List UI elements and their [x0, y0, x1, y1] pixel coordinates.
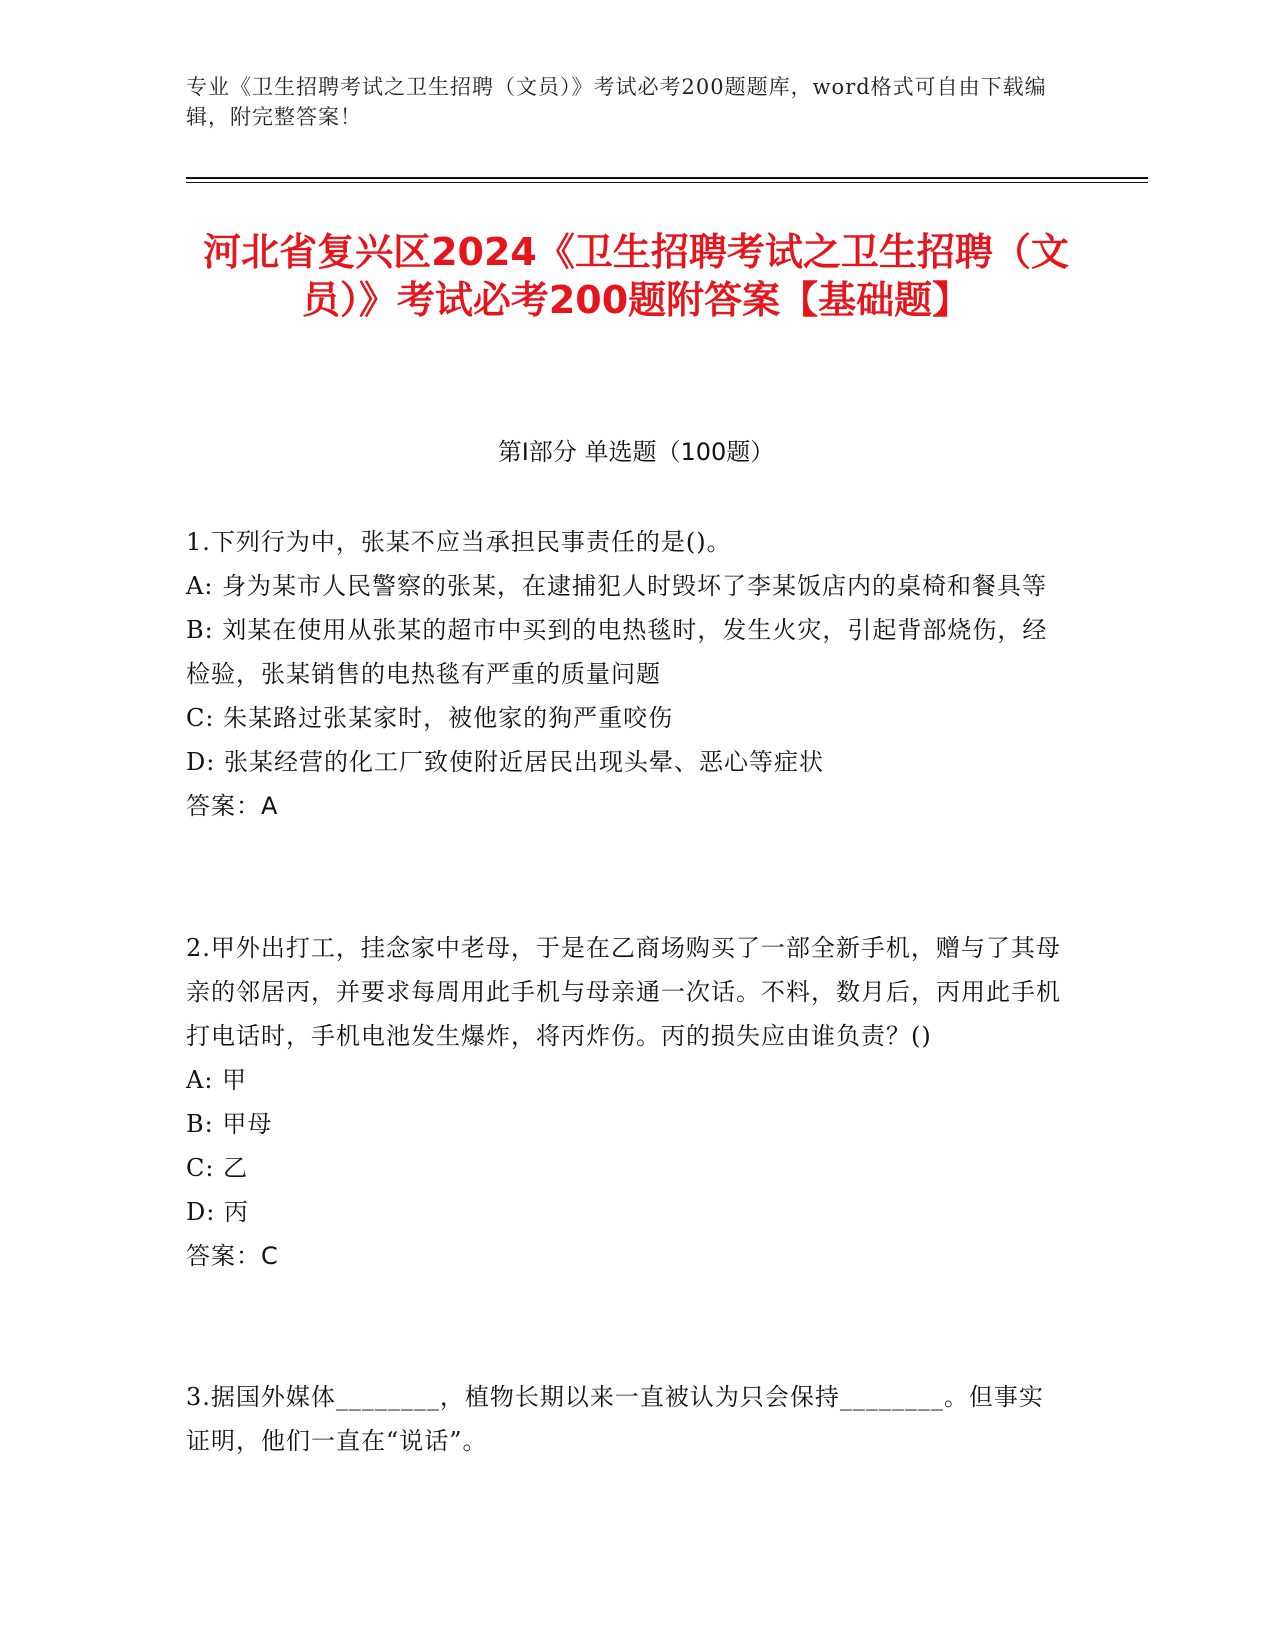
question-stem: 3.据国外媒体________，植物长期以来一直被认为只会保持________。但事实证明，他们一直在“说话”。 [186, 1383, 1044, 1455]
question-2 [186, 926, 1066, 1278]
option-b: B: 刘某在使用从张某的超市中买到的电热毯时，发生火灾，引起背部烧伤，经检验，张某销售的电热毯有严重的质量问题 [186, 616, 1048, 688]
document-title: 河北省复兴区2024《卫生招聘考试之卫生招聘（文员）》考试必考200题附答案【基础题】 [203, 230, 1069, 322]
question-1 [186, 520, 1066, 828]
option-a: A: 甲 [186, 1066, 248, 1094]
option-c: C: 乙 [186, 1154, 249, 1182]
header-divider-thin [186, 182, 1148, 183]
question-stem: 1.下列行为中，张某不应当承担民事责任的是()。 [186, 528, 732, 556]
option-a: A: 身为某市人民警察的张某，在逮捕犯人时毁坏了李某饭店内的桌椅和餐具等 [186, 572, 1048, 600]
header-divider-thick [186, 177, 1148, 179]
option-d: D: 张某经营的化工厂致使附近居民出现头晕、恶心等症状 [186, 748, 824, 776]
section-title: 第Ⅰ部分 单选题（100题） [497, 438, 775, 466]
question-stem: 2.甲外出打工，挂念家中老母，于是在乙商场购买了一部全新手机，赠与了其母亲的邻居丙，并要求每周用此手机与母亲通一次话。不料，数月后，丙用此手机打电话时，手机电池发生爆炸，将丙炸伤。丙的损失应由谁负责？() [186, 934, 1061, 1050]
header-note: 专业《卫生招聘考试之卫生招聘（文员）》考试必考200题题库，word格式可自由下载编辑，附完整答案！ [186, 75, 1047, 129]
option-b: B: 甲母 [186, 1110, 273, 1138]
option-d: D: 丙 [186, 1198, 249, 1226]
answer: 答案：A [186, 792, 279, 820]
answer: 答案：C [186, 1242, 279, 1270]
question-3 [186, 1375, 1066, 1463]
option-c: C: 朱某路过张某家时，被他家的狗严重咬伤 [186, 704, 674, 732]
